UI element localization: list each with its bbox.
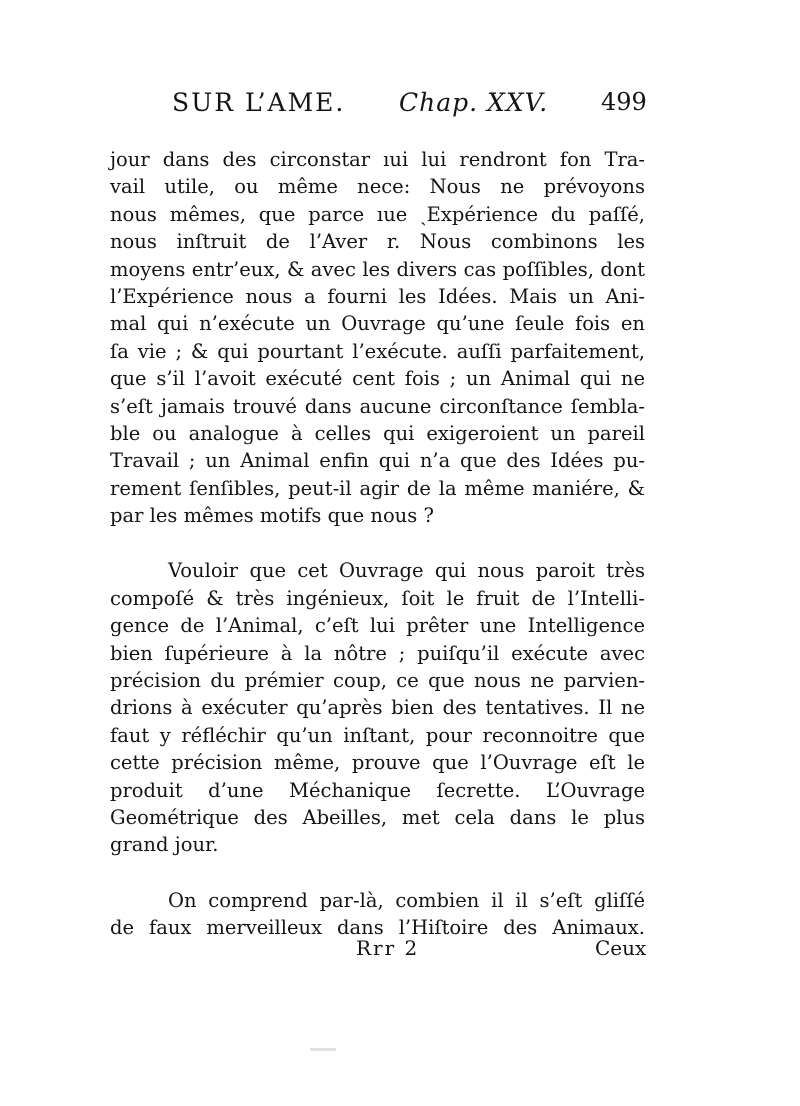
text-line: nous inſtruit de l’Aver r. Nous combinons les bbox=[110, 230, 645, 254]
text-line: ble ou analogue à celles qui exigeroient un pareil bbox=[110, 421, 645, 445]
running-header bbox=[0, 88, 800, 128]
catchword: Ceux bbox=[595, 936, 647, 960]
paragraph-gap bbox=[110, 859, 645, 887]
text-line: grand jour. bbox=[110, 833, 219, 857]
text-line: de faux merveilleux dans l’Hiſtoire des Animaux. bbox=[110, 916, 645, 940]
text-line: précision du prémier coup, ce que nous ne parvien- bbox=[110, 669, 645, 693]
text-line: que s’il l’avoit exécuté cent fois ; un Animal qui ne bbox=[110, 367, 645, 391]
text-line: compoſé & très ingénieux, ſoit le fruit de l’Intelli- bbox=[110, 586, 645, 610]
text-line: l’Expérience nous a fourni les Idées. Mais un Ani- bbox=[110, 284, 645, 308]
paragraph-2 bbox=[110, 557, 645, 858]
header-chapter: Chap. XXV. bbox=[399, 88, 549, 117]
text-line: produit d’une Méchanique ſecrette. L’Ouvrage bbox=[110, 778, 645, 802]
signature-mark: Rrr 2 bbox=[356, 936, 420, 960]
text-line: Vouloir que cet Ouvrage qui nous paroit très bbox=[168, 559, 645, 583]
text-line: mal qui n’exécute un Ouvrage qu’une ſeule fois en bbox=[110, 312, 645, 336]
text-line: cette précision même, prouve que l’Ouvrage eſt le bbox=[110, 751, 645, 775]
text-line: drions à exécuter qu’après bien des tentatives. Il ne bbox=[110, 696, 645, 720]
text-line: faut y réfléchir qu’un inſtant, pour reconnoitre que bbox=[110, 723, 645, 747]
text-line: ſa vie ; & qui pourtant l’exécute. auſſi parfaitement, bbox=[110, 339, 645, 363]
text-line: jour dans des circonstar ıui lui rendront fon Tra- bbox=[110, 148, 645, 171]
text-line: vail utile, ou même nece: Nous ne prévoyons bbox=[110, 175, 645, 199]
text-line: nous mêmes, que parce ıue ˏExpérience du paſſé, bbox=[110, 202, 645, 226]
page-footer bbox=[0, 936, 800, 966]
text-line: On comprend par-là, combien il il s’eſt gliſſé bbox=[168, 888, 645, 912]
paragraph-gap bbox=[110, 529, 645, 557]
page-number: 499 bbox=[601, 88, 647, 116]
text-line: s’eſt jamais trouvé dans aucune circonſtance ſembla- bbox=[110, 394, 645, 418]
text-line: par les mêmes motifs que nous ? bbox=[110, 504, 434, 528]
text-line: Geométrique des Abeilles, met cela dans le plus bbox=[110, 805, 645, 829]
paragraph-1 bbox=[110, 146, 645, 529]
text-line: Travail ; un Animal enfin qui n’a que des Idées pu- bbox=[110, 449, 645, 473]
ink-speck bbox=[310, 1048, 336, 1051]
text-line: bien ſupérieure à la nôtre ; puiſqu’il exécute avec bbox=[110, 641, 645, 665]
body-text bbox=[110, 146, 645, 942]
paragraph-3 bbox=[110, 887, 645, 942]
text-line: gence de l’Animal, c’eſt lui prêter une Intelligence bbox=[110, 614, 645, 638]
text-line: moyens entr’eux, & avec les divers cas poſſibles, dont bbox=[110, 257, 645, 281]
header-title: SUR L’AME. bbox=[172, 88, 346, 117]
text-line: rement ſenſibles, peut-il agir de la même maniére, & bbox=[110, 476, 645, 500]
